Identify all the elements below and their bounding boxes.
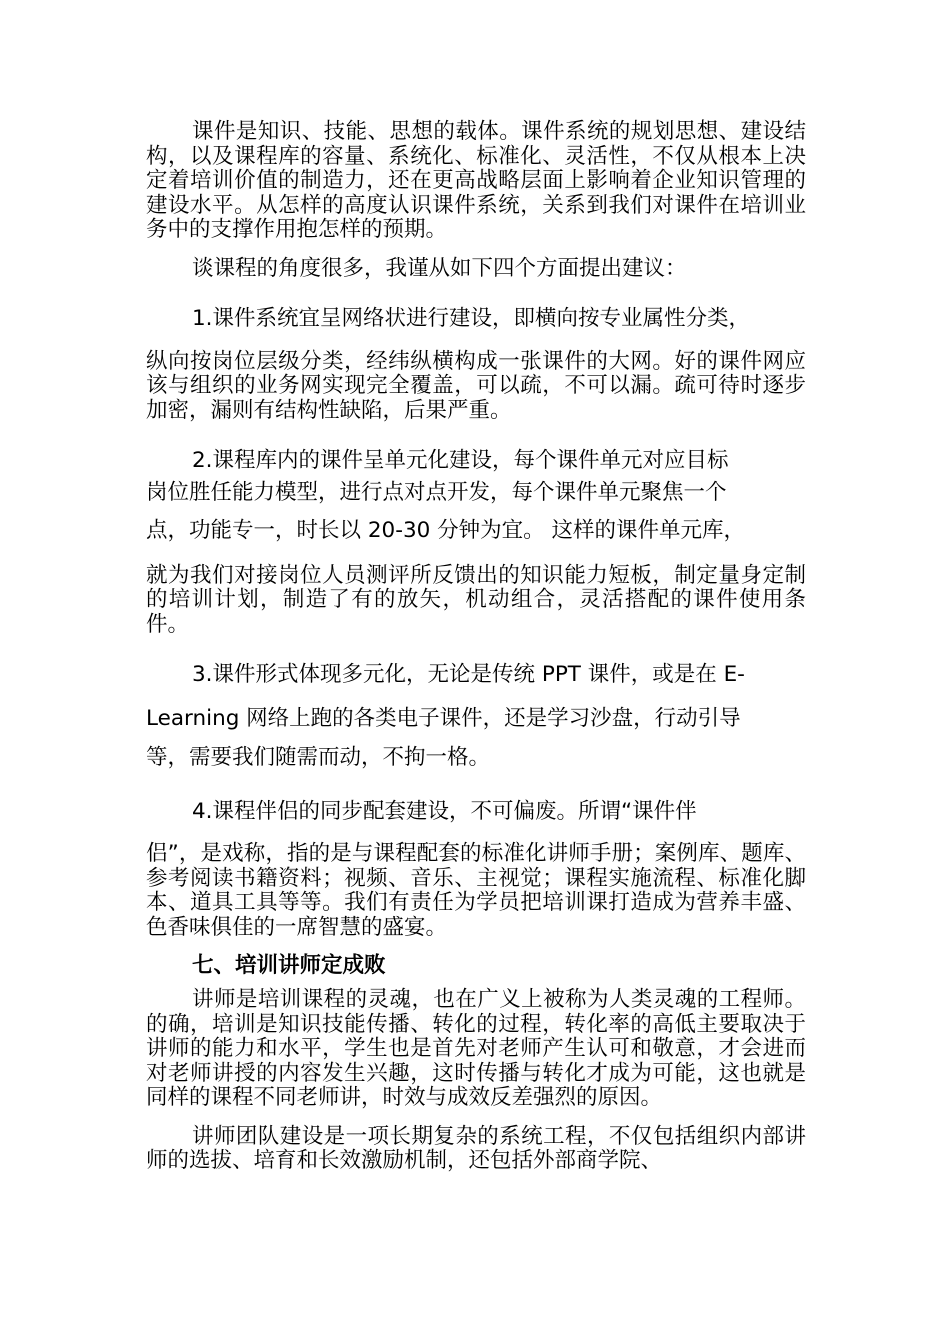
- suggestion-3-line-3: 等，需要我们随需而动，不拘一格。: [146, 744, 491, 770]
- suggestion-1-body: 纵向按岗位层级分类，经纬纵横构成一张课件的大网。好的课件网应该与组织的业务网实现完全覆盖，可以疏，不可以漏。疏可待时逐步加密，漏则有结构性缺陷，后果严重。: [146, 348, 806, 423]
- suggestion-2-line-1: 2.课程库内的课件呈单元化建设，每个课件单元对应目标: [192, 448, 729, 473]
- suggestion-2-line-3: 点，功能专一，时长以 20-30 分钟为宜。 这样的课件单元库，: [146, 517, 745, 543]
- suggestion-3-line-1: 3.课件形式体现多元化，无论是传统 PPT 课件，或是在 E-: [192, 662, 745, 687]
- paragraph-trainer-soul: 讲师是培训课程的灵魂，也在广义上被称为人类灵魂的工程师。的确，培训是知识技能传播、转化的过程，转化率的高低主要取决于讲师的能力和水平，学生也是首先对老师产生认可和敬意，才会进而对老师讲授的内容发生兴趣，这时传播与转化才成为可能，这也就是同样的课程不同老师讲，时效与成效反差强烈的原因。: [146, 987, 806, 1110]
- paragraph-trainer-team: 讲师团队建设是一项长期复杂的系统工程，不仅包括组织内部讲师的选拔、培育和长效激励机制，还包括外部商学院、: [146, 1123, 806, 1173]
- suggestion-2-body: 就为我们对接岗位人员测评所反馈出的知识能力短板，制定量身定制的培训计划，制造了有的放矢，机动组合，灵活搭配的课件使用条件。: [146, 562, 806, 637]
- suggestion-3-line-2: Learning 网络上跑的各类电子课件，还是学习沙盘，行动引导: [146, 705, 741, 731]
- paragraph-courseware-carrier: 课件是知识、技能、思想的载体。课件系统的规划思想、建设结构，以及课程库的容量、系统化、标准化、灵活性，不仅从根本上决定着培训价值的制造力，还在更高战略层面上影响着企业知识管理的建设水平。从怎样的高度认识课件系统，关系到我们对课件在培训业务中的支撑作用抱怎样的预期。: [146, 119, 806, 242]
- suggestion-4-line-1: 4.课程伴侣的同步配套建设，不可偏废。所谓“课件伴: [192, 798, 697, 824]
- section-heading: 七、培训讲师定成败: [192, 953, 386, 978]
- document-page: [146, 120, 806, 1174]
- suggestion-1-first-line: 1.课件系统宜呈网络状进行建设，即横向按专业属性分类，: [192, 306, 751, 331]
- suggestion-2-line-2: 岗位胜任能力模型，进行点对点开发，每个课件单元聚焦一个: [146, 479, 727, 505]
- paragraph-four-suggestions: 谈课程的角度很多，我谨从如下四个方面提出建议：: [192, 255, 687, 281]
- suggestion-4-body: 侣”，是戏称，指的是与课程配套的标准化讲师手册；案例库、题库、参考阅读书籍资料；视频、音乐、主视觉；课程实施流程、标准化脚本、道具工具等等。我们有责任为学员把培训课打造成为营养丰盛、色香味俱佳的一席智慧的盛宴。: [146, 841, 806, 940]
